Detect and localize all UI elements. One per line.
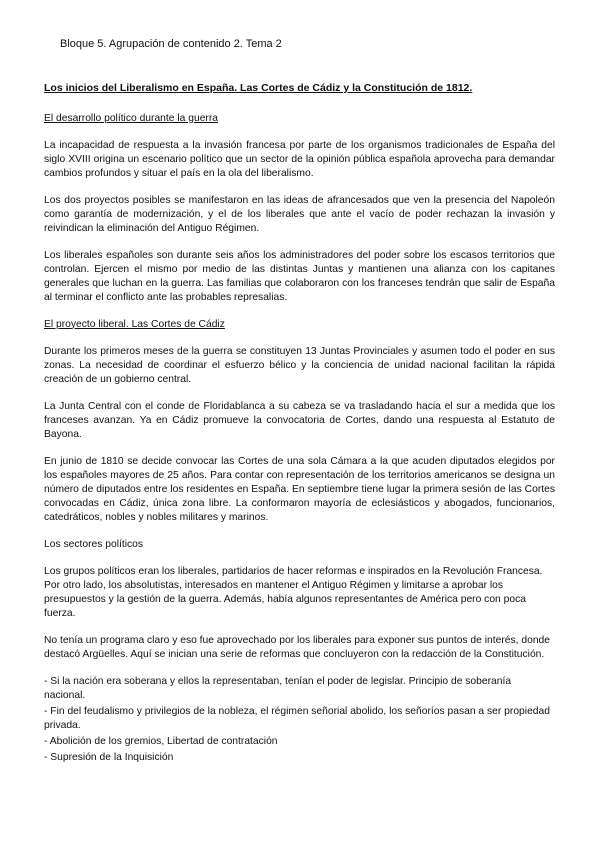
- paragraph: Durante los primeros meses de la guerra se constituyen 13 Juntas Provinciales y asumen todo el poder en sus zonas. La necesidad de coordinar el esfuerzo bélico y la conciencia de unidad nacional facilitan la rápida creación de un gobierno central.: [44, 345, 555, 385]
- list-item: - Supresión de la Inquisición: [44, 751, 174, 763]
- section-desarrollo-politico: [44, 112, 555, 305]
- reform-list: [44, 675, 555, 765]
- paragraph: No tenía un programa claro y eso fue aprovechado por los liberales para exponer sus puntos de interés, donde destacó Argüelles. Aquí se inician una serie de reformas que concluyeron con la redacción de la Constitución.: [44, 634, 551, 660]
- section-heading: El proyecto liberal. Las Cortes de Cádiz: [44, 318, 225, 330]
- document-body: [44, 82, 555, 767]
- paragraph: Los grupos políticos eran los liberales, partidarios de hacer reformas e inspirados en la Revolución Francesa. Por otro lado, los absolutistas, interesados en mantener el Antiguo Régimen y limitarse a aprobar los presupuestos y la gestión de la guerra. Además, había algunos representantes de América pero con poca fuerza.: [44, 565, 543, 619]
- paragraph: En junio de 1810 se decide convocar las Cortes de una sola Cámara a la que acuden diputados elegidos por los españoles mayores de 25 años. Para contar con representación de los territorios americanos se designa un número de diputados entre los residentes en España. En septiembre tiene lugar la primera sesión de las Cortes convocadas en Cádiz, única zona libre. La conformaron mayoría de eclesiásticos y abogados, funcionarios, catedráticos, nobles y nobles militares y marinos.: [44, 455, 555, 523]
- page-header: Bloque 5. Agrupación de contenido 2. Tema 2: [60, 38, 282, 50]
- list-item: - Fin del feudalismo y privilegios de la nobleza, el régimen señorial abolido, los señoríos pasan a ser propiedad privada.: [44, 705, 550, 731]
- paragraph: Los liberales españoles son durante seis años los administradores del poder sobre los escasos territorios que controlan. Ejercen el mismo por medio de las distintas Juntas y mantienen una alianza con los capitanes generales que luchan en la guerra. Las familias que colaboraron con los franceses tendrán que salir de España al terminar el conflicto ante las probables represalias.: [44, 249, 555, 303]
- section-proyecto-liberal: [44, 318, 555, 525]
- section-heading: El desarrollo político durante la guerra: [44, 112, 219, 124]
- section-sectores-politicos: [44, 538, 555, 765]
- section-heading: Los sectores políticos: [44, 538, 144, 550]
- paragraph: Los dos proyectos posibles se manifestaron en las ideas de afrancesados que ven la presencia del Napoleón como garantía de modernización, y el de los liberales que ante el vacío de poder rechazan la invasión y reivindican la eliminación del Antiguo Régimen.: [44, 194, 555, 234]
- paragraph: La incapacidad de respuesta a la invasión francesa por parte de los organismos tradicionales de España del siglo XVIII origina un escenario político que un sector de la opinión pública española aprovecha para demandar cambios profundos y situar el país en la ola del liberalismo.: [44, 139, 555, 179]
- paragraph: La Junta Central con el conde de Floridablanca a su cabeza se va trasladando hacia el sur a medida que los franceses avanzan. Ya en Cádiz promueve la convocatoria de Cortes, dando una respuesta al Estatuto de Bayona.: [44, 400, 555, 440]
- document-title: Los inicios del Liberalismo en España. Las Cortes de Cádiz y la Constitución de 1812.: [44, 82, 473, 94]
- list-item: - Si la nación era soberana y ellos la representaban, tenían el poder de legislar. Principio de soberanía nacional.: [44, 675, 512, 701]
- list-item: - Abolición de los gremios, Libertad de contratación: [44, 735, 278, 747]
